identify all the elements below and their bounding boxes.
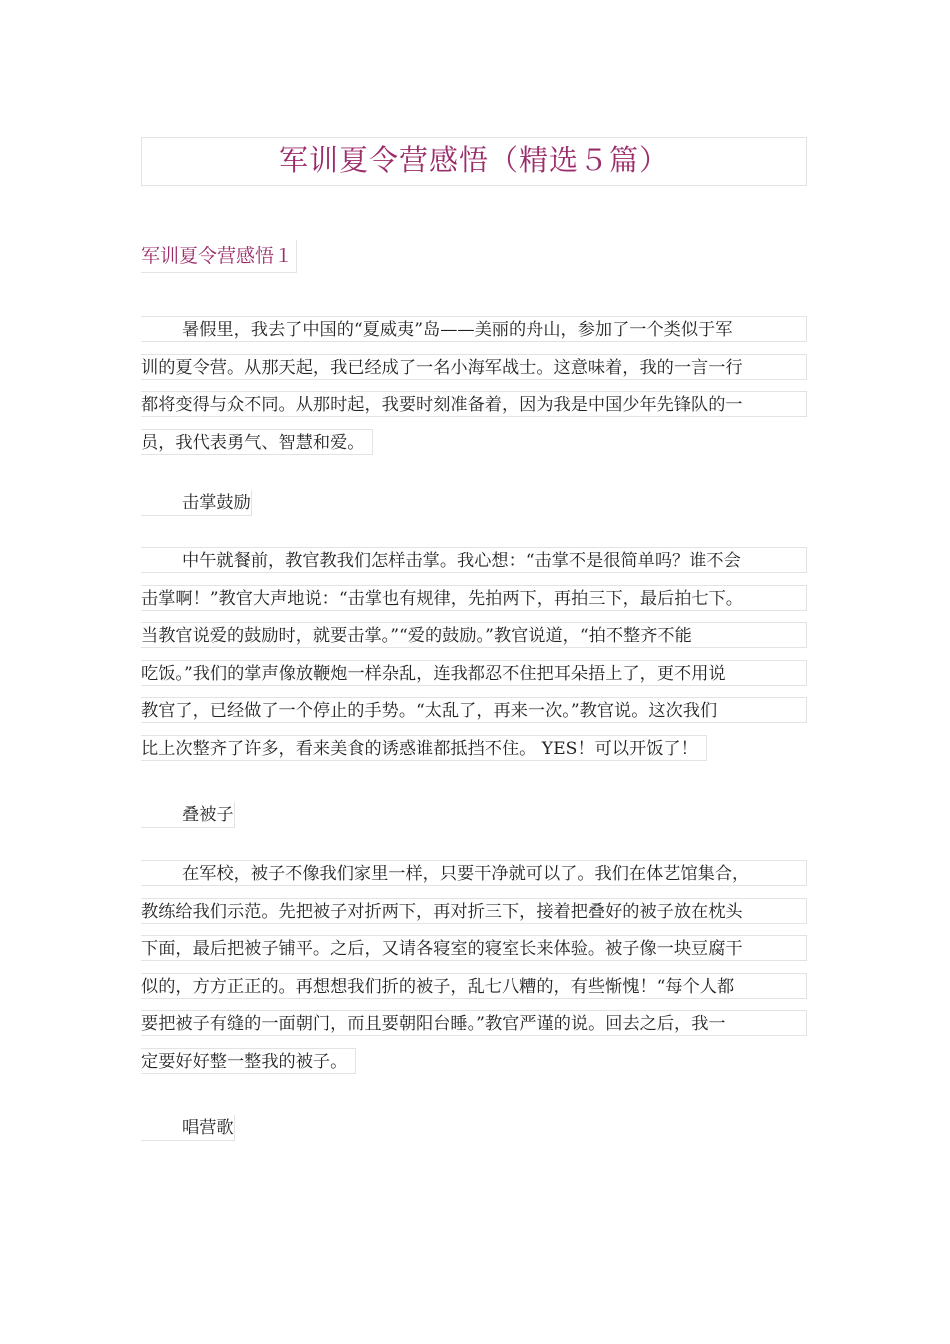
paragraph-line: 中午就餐前，教官教我们怎样击掌。我心想：“击掌不是很简单吗？谁不会 xyxy=(141,547,807,573)
paragraph-line: 要把被子有缝的一面朝门，而且要朝阳台睡。”教官严谨的说。回去之后，我一 xyxy=(141,1010,807,1036)
paragraph-line: 击掌啊！”教官大声地说：“击掌也有规律，先拍两下，再拍三下，最后拍七下。 xyxy=(141,585,807,611)
paragraph-line: 暑假里，我去了中国的“夏威夷”岛——美丽的舟山，参加了一个类似于军 xyxy=(141,316,807,342)
paragraph-line: 当教官说爱的鼓励时，就要击掌。”“爱的鼓励。”教官说道，“拍不整齐不能 xyxy=(141,622,807,648)
sub-heading: 唱营歌 xyxy=(141,1115,235,1141)
paragraph-line: 吃饭。”我们的掌声像放鞭炮一样杂乱，连我都忍不住把耳朵捂上了，更不用说 xyxy=(141,660,807,686)
document-title: 军训夏令营感悟（精选５篇） xyxy=(278,143,669,177)
paragraph-line: 定要好好整一整我的被子。 xyxy=(141,1048,356,1074)
paragraph-line: 在军校，被子不像我们家里一样，只要干净就可以了。我们在体艺馆集合， xyxy=(141,860,807,886)
paragraph-line: 教练给我们示范。先把被子对折两下，再对折三下，接着把叠好的被子放在枕头 xyxy=(141,898,807,924)
paragraph-line: 似的，方方正正的。再想想我们折的被子，乱七八糟的，有些惭愧！“每个人都 xyxy=(141,973,807,999)
paragraph-line: 教官了，已经做了一个停止的手势。“太乱了，再来一次。”教官说。这次我们 xyxy=(141,697,807,723)
paragraph-line: 下面，最后把被子铺平。之后，又请各寝室的寝室长来体验。被子像一块豆腐干 xyxy=(141,935,807,961)
paragraph-line: 比上次整齐了许多，看来美食的诱惑谁都抵挡不住。 YES！可以开饭了！ xyxy=(141,735,707,761)
document-title-box xyxy=(141,137,807,186)
paragraph-line: 都将变得与众不同。从那时起，我要时刻准备着，因为我是中国少年先锋队的一 xyxy=(141,391,807,417)
sub-heading: 叠被子 xyxy=(141,802,235,828)
paragraph-line: 训的夏令营。从那天起，我已经成了一名小海军战士。这意味着，我的一言一行 xyxy=(141,354,807,380)
sub-heading: 击掌鼓励 xyxy=(141,490,252,516)
paragraph-line: 员，我代表勇气、智慧和爱。 xyxy=(141,429,373,455)
section-title: 军训夏令营感悟１ xyxy=(141,240,297,273)
